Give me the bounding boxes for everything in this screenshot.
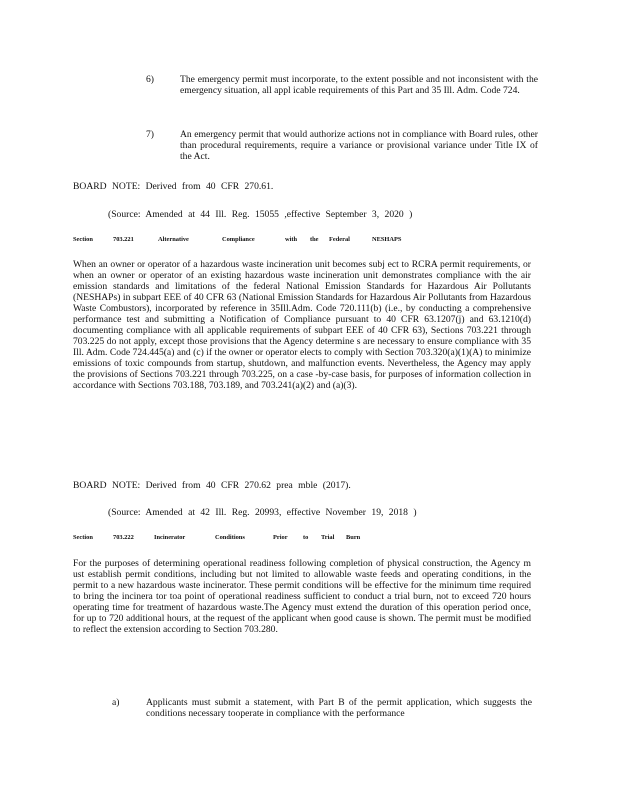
heading-word: with [285, 236, 298, 243]
heading-word: Conditions [215, 534, 245, 541]
heading-word: NESHAPS [372, 236, 402, 243]
heading-word: Federal [329, 236, 350, 243]
heading-word: 703.221 [113, 236, 134, 243]
list-item-text: Applicants must submit a statement, with Part B of the permit application, which suggests the conditions necessary tooperate in compliance with the performance [146, 697, 532, 719]
board-note: BOARD NOTE: Derived from 40 CFR 270.61. [73, 181, 274, 192]
heading-word: the [310, 236, 319, 243]
section-body-703-221: When an owner or operator of a hazardous waste incineration unit becomes subj ect to RCRA permit requirements, or when an owner or operator of an existing hazardous waste incineration unit demonstrates compliance with the air emission standards and limitations of the federal National Emission Standards for Hazardous Air Pollutants (NESHAPs) in subpart EEE of 40 CFR 63 (National Emission Standards for Hazardous Air Pollutants from Hazardous Waste Combustors), incorporated by reference in 35Ill.Adm. Code 720.111(b) (i.e., by conducting a comprehensive performance test and submitting a Notification of Compliance pursuant to 40 CFR 63.1207(j) and 63.1210(d) documenting compliance with all applicable requirements of subpart EEE of 40 CFR 63), Sections 703.221 through 703.225 do not apply, except those provisions that the Agency determine s are necessary to ensure compliance with 35 Ill. Adm. Code 724.445(a) and (c) if the owner or operator elects to comply with Section 703.320(a)(1)(A) to minimize emissions of toxic compounds from startup, shutdown, and malfunction events. Nevertheless, the Agency may apply the provisions of Sections 703.221 through 703.225, on a case -by-case basis, for purposes of information collection in accordance with Sections 703.188, 703.189, and 703.241(a)(2) and (a)(3). [73, 259, 531, 391]
heading-word: Trial [321, 534, 335, 541]
heading-word: Prior [273, 534, 288, 541]
list-item-number: a) [112, 697, 120, 708]
heading-word: Compliance [222, 236, 255, 243]
heading-word: Section [73, 236, 93, 243]
list-item-number: 7) [146, 129, 154, 140]
heading-word: Incinerator [154, 534, 186, 541]
source-note: (Source: Amended at 42 Ill. Reg. 20993, effective November 19, 2018 ) [108, 507, 417, 518]
heading-word: to [303, 534, 309, 541]
heading-word: Section [73, 534, 93, 541]
list-item-text: The emergency permit must incorporate, to the extent possible and not inconsistent with the emergency situation, all appl icable requirements of this Part and 35 Ill. Adm. Code 724. [180, 74, 538, 96]
section-body-703-222: For the purposes of determining operational readiness following completion of physical construction, the Agency m ust establish permit conditions, including but not limited to allowable waste feeds and operating conditions, in the permit to a new hazardous waste incinerator. These permit conditions will be effective for the minimum time required to bring the incinera tor toa point of operational readiness sufficient to conduct a trial burn, not to exceed 720 hours operating time for treatment of hazardous waste.The Agency must extend the duration of this operation period once, for up to 720 additional hours, at the request of the applicant when good cause is shown. The permit must be modified to reflect the extension according to Section 703.280. [73, 558, 531, 635]
source-note: (Source: Amended at 44 Ill. Reg. 15055 ,effective September 3, 2020 ) [108, 209, 413, 220]
heading-word: 703.222 [113, 534, 134, 541]
heading-word: Burn [346, 534, 361, 541]
list-item-number: 6) [146, 74, 154, 85]
board-note: BOARD NOTE: Derived from 40 CFR 270.62 prea mble (2017). [73, 480, 351, 491]
list-item-text: An emergency permit that would authorize actions not in compliance with Board rules, other than procedural requirements, require a variance or provisional variance under Title IX of the Act. [180, 129, 538, 162]
heading-word: Alternative [158, 236, 189, 243]
